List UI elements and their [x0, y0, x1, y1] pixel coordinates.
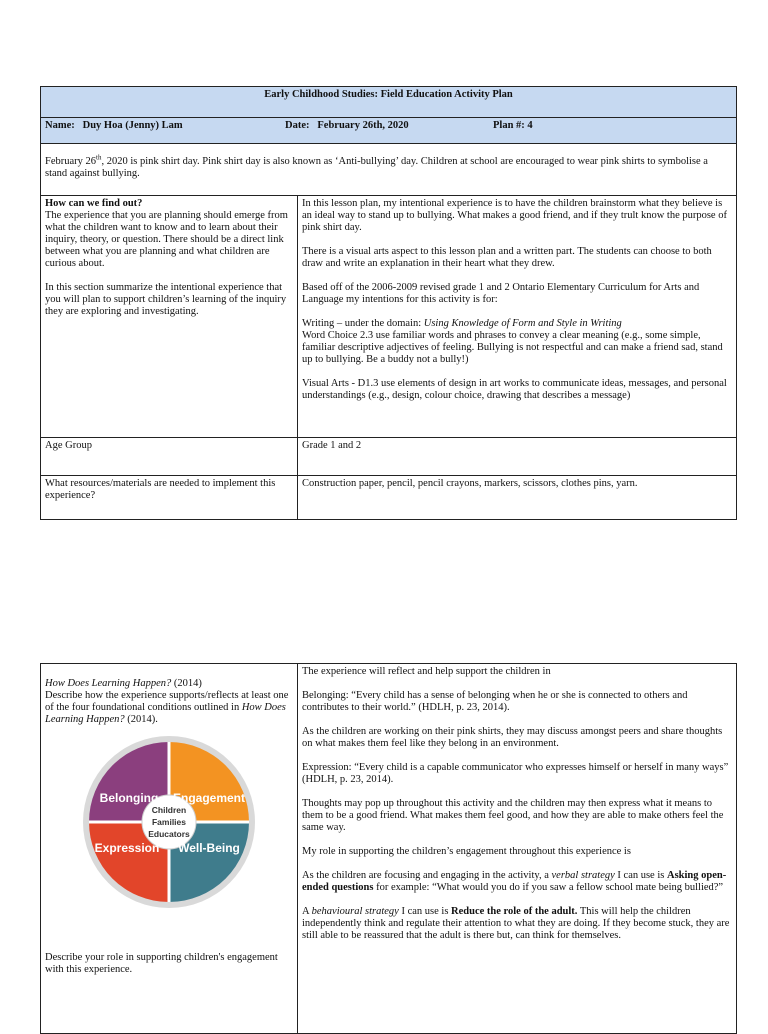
name-field: Name: Duy Hoa (Jenny) Lam: [45, 120, 183, 131]
find-out-response: In this lesson plan, my intentional experience is to have the children brainstorm what they believe is an ideal way to stand up to bullying. What makes a good friend, and if they trult know the purpose of pink shirt day. There is a visual arts aspect to this lesson plan and a written part. The students can choose to both draw and write an explanation in their heart what they drew. Based off of the 2006-2009 revised grade 1 and 2 Ontario Elementary Curriculum for Arts and Language my intentions for this activity is for: Writing – under the domain: Using Knowledge of Form and Style in Writing Word Choice 2.3 use familiar words and phrases to convey a clear meaning (e.g., some simple, familiar descriptive adjectives of feeling. Bullying is not respectful and can make a friend sad, stand up to bullying. Be a buddy not a bully!) Visual Arts - D1.3 use elements of design in art works to communicate ideas, messages, and personal understandings (e.g., design, colour choice, drawing that describes a message): [298, 196, 737, 438]
hdlh-foundations-wheel: [81, 734, 257, 910]
wheel-engagement-label: Engagement: [172, 791, 246, 805]
resources-value: Construction paper, pencil, pencil crayons, markers, scissors, clothes pins, yarn.: [298, 476, 737, 520]
wheel-belonging-label: Belonging: [99, 791, 159, 805]
plan-number-field: Plan #: 4: [493, 120, 533, 131]
plan-title: Early Childhood Studies: Field Education Activity Plan: [41, 87, 737, 118]
date-value: February 26th, 2020: [317, 120, 409, 131]
wheel-center-families: Families: [151, 817, 187, 827]
find-out-heading: How can we find out?: [45, 198, 143, 209]
name-value: Duy Hoa (Jenny) Lam: [82, 120, 183, 131]
plan-header-row: [41, 118, 737, 144]
role-prompt: Describe your role in supporting children's engagement with this experience.: [45, 952, 278, 975]
age-group-value: Grade 1 and 2: [298, 438, 737, 476]
wheel-center-children: Children: [151, 805, 187, 815]
wheel-wellbeing-label: Well-Being: [178, 841, 240, 855]
age-group-label: Age Group: [41, 438, 298, 476]
hdlh-table: [40, 663, 737, 1034]
date-field: Date: February 26th, 2020: [285, 120, 409, 131]
hdlh-response: The experience will reflect and help support the children in Belonging: “Every child has a sense of belonging when he or she is connected to others and contributes to their world.” (HDLH, p. 23, 2014). As the children are working on their pink shirts, they may discuss amongst peers and share thoughts on what makes them feel like they belong in an environment. Expression: “Every child is a capable communicator who expresses himself or herself in many ways” (HDLH, p. 23, 2014). Thoughts may pop up throughout this activity and the children may then express what it means to them to be a good friend. What makes them feel good, and how they are able to make others feel the same way. My role in supporting the children’s engagement throughout this experience is As the children are focusing and engaging in the activity, a verbal strategy I can use is Asking open- ended questions for example: “What would you do if you saw a fellow school mate being bullied?” A behavioural strategy I can use is Reduce the role of the adult. This will help the children independently think and regulate their attention to what they are doing. If they become stuck, they are still able to be reassured that the adult is there but, can think for themselves.: [298, 664, 737, 1034]
hdlh-prompt: How Does Learning Happen? (2014) Describe how the experience supports/reflects at least one of the four foundational conditions outlined in How Does Learning Happen? (2014). Belonging Engagement Expression Well-Being Children Families Educators Describe your role in supporting children's engagement with this experience.: [41, 664, 298, 1034]
resources-label: What resources/materials are needed to implement this experience?: [41, 476, 298, 520]
plan-number-value: 4: [527, 120, 533, 131]
intro-text: February 26th, 2020 is pink shirt day. Pink shirt day is also known as ‘Anti-bullying’ day. Children at school are encouraged to wear pink shirts to symbolise a stand against bullying.: [41, 144, 737, 196]
activity-plan-table: [40, 86, 737, 520]
find-out-prompt: How can we find out? The experience that you are planning should emerge from what the children want to know and to learn about their inquiry, theory, or question. There should be a direct link between what you are planning and what children are curious about. In this section summarize the intentional experience that you will plan to support children’s learning of the inquiry they are exploring and investigating.: [41, 196, 298, 438]
wheel-center-educators: Educators: [148, 829, 190, 839]
wheel-expression-label: Expression: [94, 841, 160, 855]
